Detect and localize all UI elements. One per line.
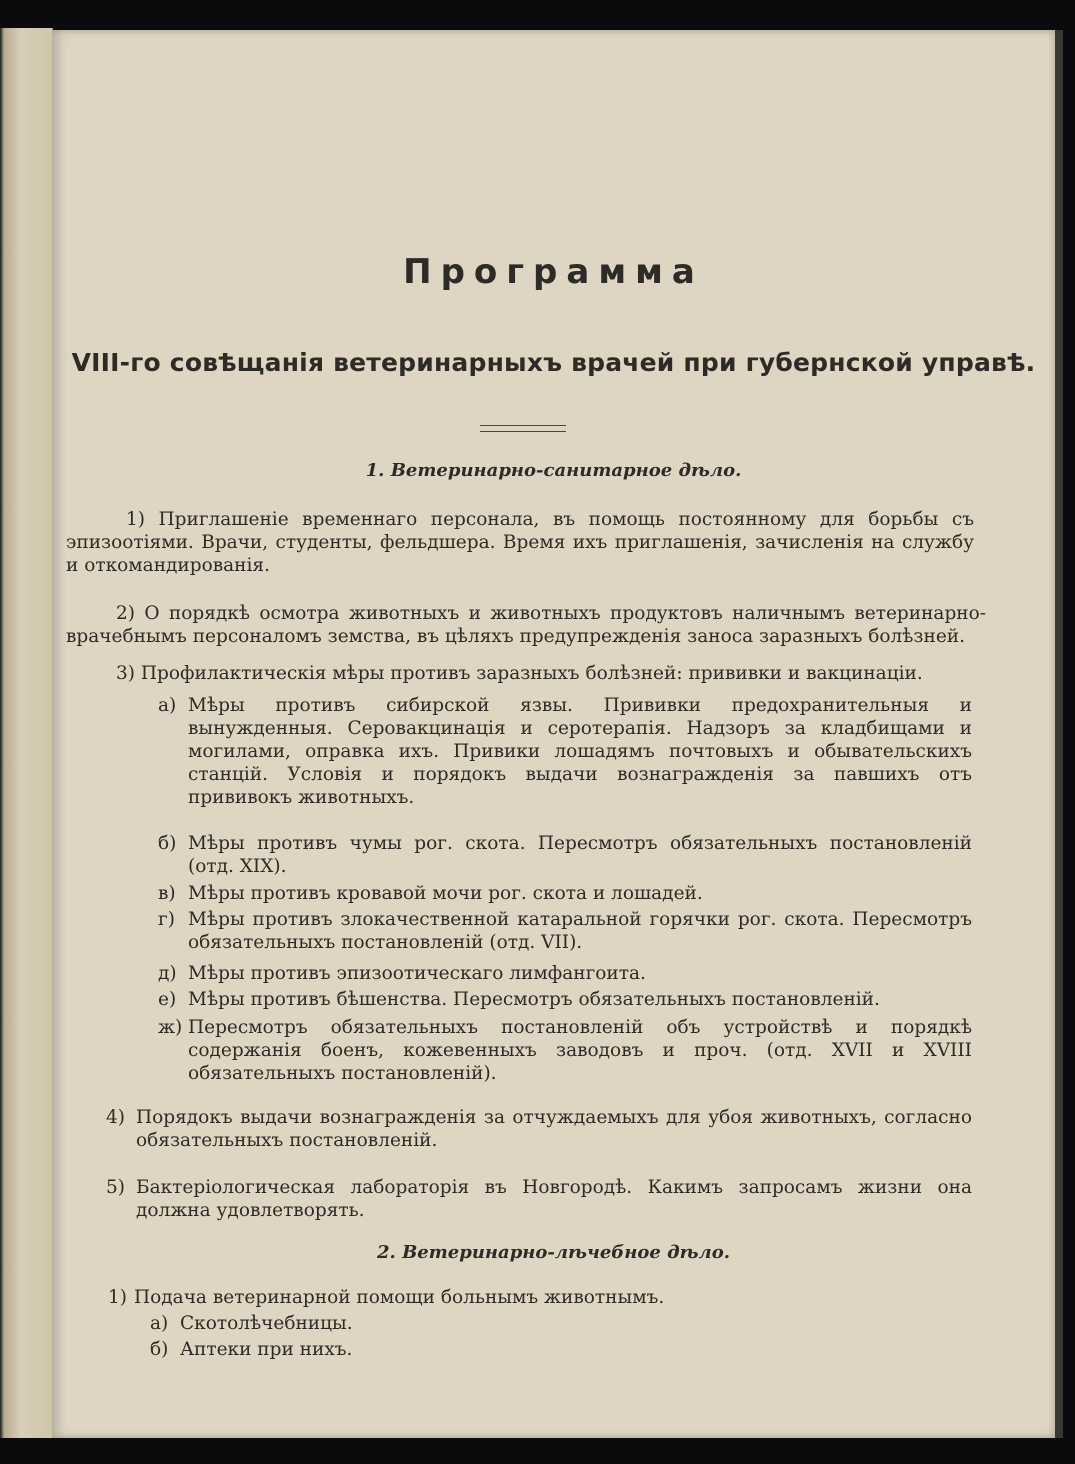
list-item-text: Подача ветеринарной помощи больнымъ животнымъ. — [134, 1287, 665, 1308]
section-2-heading: 2. Ветеринарно-лѣчебное дѣло. — [377, 1242, 730, 1263]
list-item-text: Профилактическія мѣры противъ заразныхъ болѣзней: прививки и вакцинаціи. — [140, 663, 923, 684]
sub-item-text: Мѣры противъ эпизоотическаго лимфангоита. — [188, 963, 646, 984]
section-2-sub-item-b — [150, 1338, 780, 1361]
sub-item-text: Аптеки при нихъ. — [180, 1339, 353, 1360]
sub-item-letter: а) — [150, 1313, 169, 1334]
list-item-text: Порядокъ выдачи вознагражденія за отчуждаемыхъ для убоя животныхъ, согласно обязательныхъ постановленій. — [136, 1107, 972, 1151]
sub-item-zh — [158, 1016, 972, 1085]
list-item-5 — [106, 1176, 972, 1222]
sub-item-letter: а) — [158, 695, 177, 716]
sub-item-v — [158, 882, 972, 905]
sub-item-b — [158, 832, 972, 878]
sub-item-a — [158, 694, 972, 809]
sub-item-letter: д) — [158, 963, 177, 984]
list-item-text: О порядкѣ осмотра животныхъ и животныхъ продуктовъ наличнымъ ветеринарно-врачебнымъ персоналомъ земства, въ цѣляхъ предупрежденія заноса заразныхъ болѣзней. — [66, 603, 987, 647]
sub-item-text: Мѣры противъ кровавой мочи рог. скота и лошадей. — [188, 883, 703, 904]
list-item-number: 4) — [106, 1107, 125, 1128]
list-item-4 — [106, 1106, 972, 1152]
sub-item-text: Мѣры противъ бѣшенства. Пересмотръ обязательныхъ постановленій. — [188, 989, 880, 1010]
sub-item-g — [158, 908, 972, 954]
list-item-2 — [66, 602, 986, 648]
book-spine — [0, 28, 53, 1438]
sub-item-text: Мѣры противъ чумы рог. скота. Пересмотръ обязательныхъ постановленій (отд. XIX). — [188, 833, 972, 877]
list-item-number: 2) — [116, 603, 135, 624]
list-item-number: 5) — [106, 1177, 125, 1198]
sub-item-letter: в) — [158, 883, 176, 904]
section-1-heading: 1. Ветеринарно-санитарное дѣло. — [365, 460, 742, 481]
sub-item-text: Пересмотръ обязательныхъ постановленій объ устройствѣ и порядкѣ содержанія боенъ, кожевенныхъ заводовъ и проч. (отд. XVII и XVIII обязательныхъ постановленій). — [188, 1017, 972, 1084]
list-item-1 — [66, 508, 974, 577]
list-item-text: Бактеріологическая лабораторія въ Новгородѣ. Какимъ запросамъ жизни она должна удовлетворять. — [136, 1177, 972, 1221]
section-2-sub-item-a — [150, 1312, 780, 1335]
list-item-number: 1) — [126, 509, 145, 530]
sub-item-text: Мѣры противъ сибирской язвы. Прививки предохранительныя и вынужденныя. Серовакцинація и серотерапія. Надзоръ за кладбищами и могилами, оправка ихъ. Привики лошадямъ почтовыхъ и обывательскихъ станцій. Условія и порядокъ выдачи вознагражденія за павшихъ отъ прививокъ животныхъ. — [188, 695, 972, 808]
sub-item-letter: г) — [158, 909, 175, 930]
sub-item-e — [158, 988, 972, 1011]
sub-item-d — [158, 962, 972, 985]
section-2-item-1 — [108, 1286, 970, 1309]
list-item-3 — [116, 662, 996, 685]
list-item-text: Приглашеніе временнаго персонала, въ помощь постоянному для борьбы съ эпизоотіями. Врачи, студенты, фельдшера. Время ихъ приглашенія, зачисленія на службу и откомандированія. — [66, 509, 974, 576]
sub-item-text: Мѣры противъ злокачественной катаральной горячки рог. скота. Пересмотръ обязательныхъ постановленій (отд. VII). — [188, 909, 972, 953]
title-divider — [480, 425, 566, 432]
document-page — [52, 30, 1055, 1438]
page-edge — [1055, 30, 1063, 1438]
list-item-number: 3) — [116, 663, 135, 684]
page-subtitle: VIII-го совѣщанія ветеринарныхъ врачей при губернской управѣ. — [71, 348, 1036, 377]
sub-item-letter: е) — [158, 989, 177, 1010]
sub-item-text: Скотолѣчебницы. — [180, 1313, 353, 1334]
sub-item-letter: б) — [158, 833, 177, 854]
list-item-number: 1) — [108, 1287, 127, 1308]
sub-item-letter: ж) — [158, 1017, 183, 1038]
page-title: Программа — [403, 252, 704, 292]
sub-item-letter: б) — [150, 1339, 169, 1360]
